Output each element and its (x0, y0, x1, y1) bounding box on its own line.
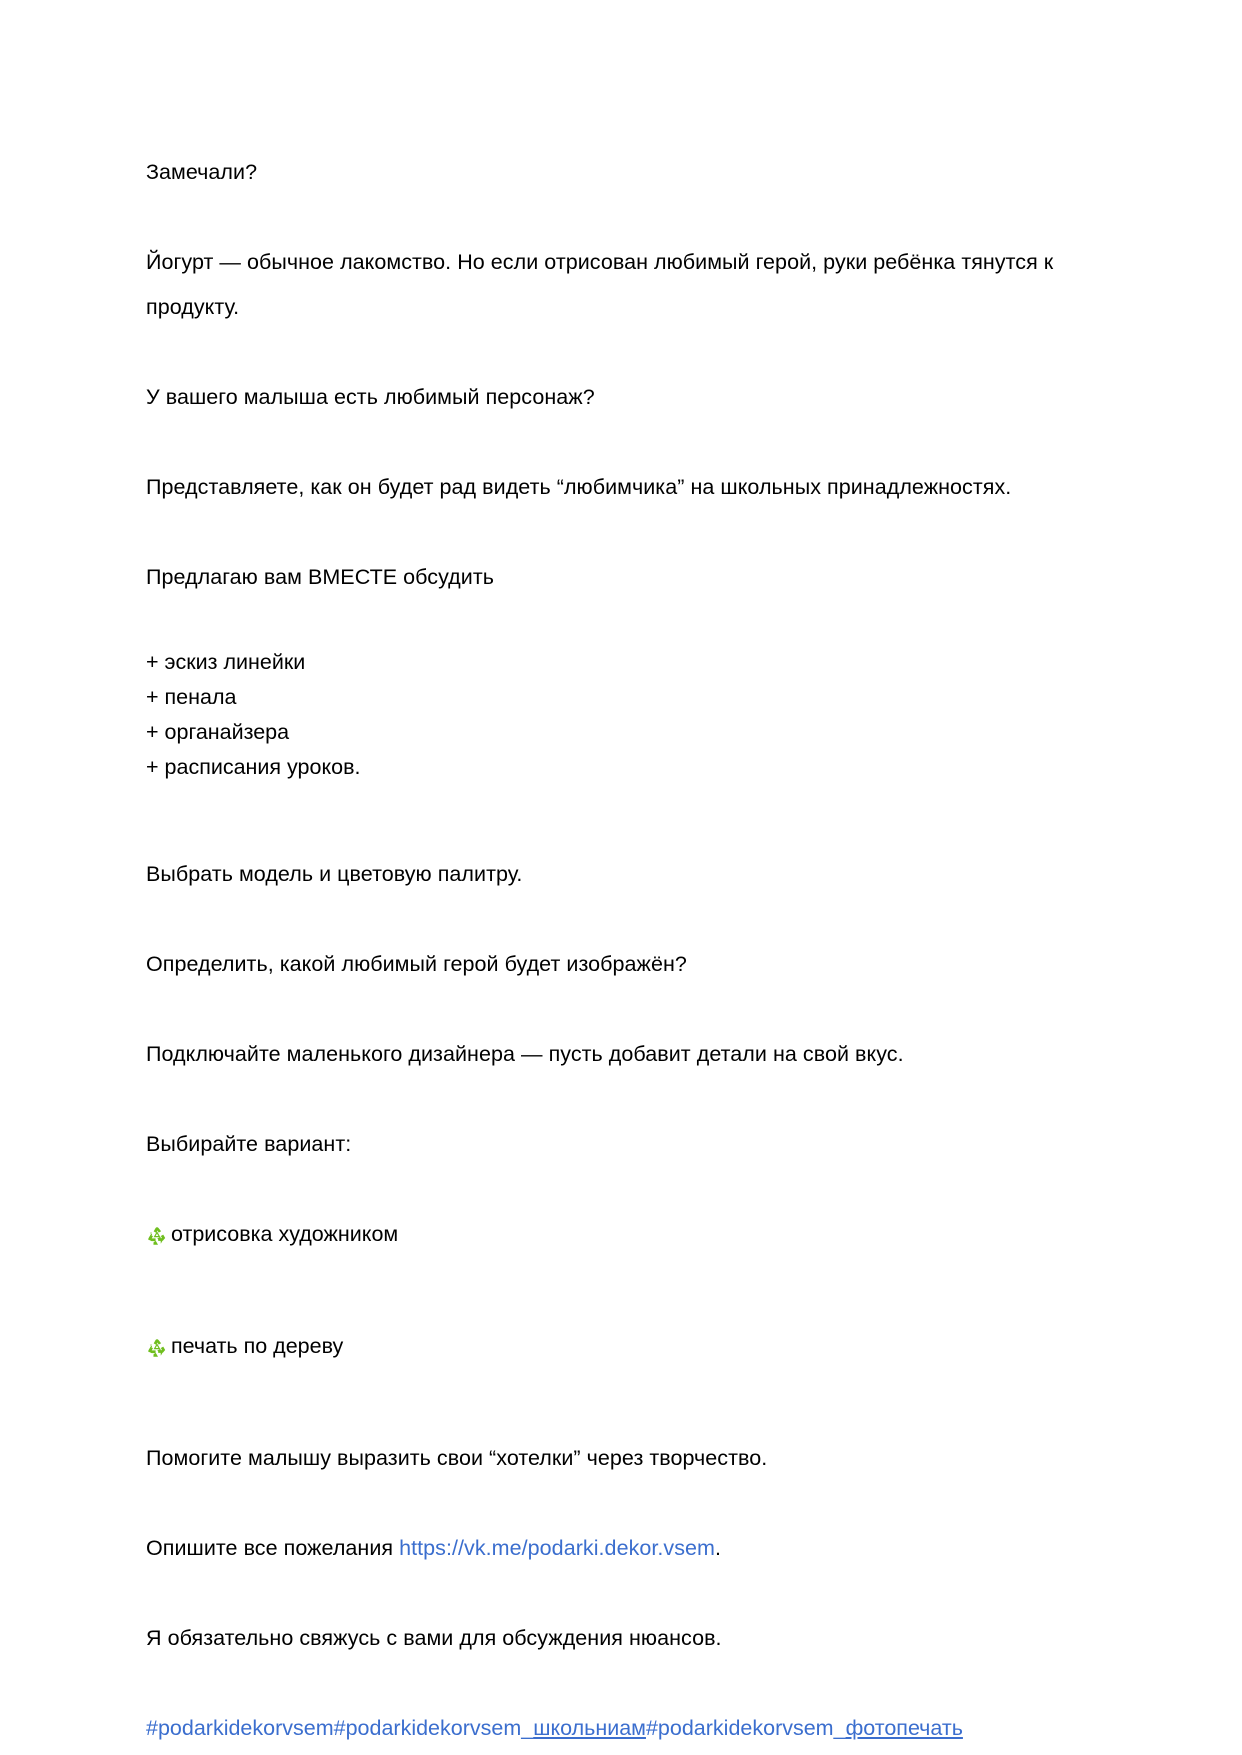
paragraph-spacer (146, 420, 1076, 465)
option-bullet-label: отрисовка художником (171, 1222, 399, 1246)
option-bullet-artist-drawing (146, 1212, 1076, 1257)
paragraph-spacer (146, 330, 1076, 375)
paragraph-spacer (146, 830, 1076, 852)
paragraph-yogurt: Йогурт — обычное лакомство. Но если отрисован любимый герой, руки ребёнка тянутся к продукту. (146, 250, 1054, 319)
hashtag-line (146, 1706, 1076, 1751)
paragraph-spacer (146, 1077, 1076, 1122)
hashtag-shkolniam-prefix[interactable]: #podarkidekorvsem_ (333, 1716, 534, 1740)
paragraph-spacer (146, 1167, 1076, 1212)
hashtag-fotopechat-prefix[interactable]: #podarkidekorvsem_ (645, 1716, 846, 1740)
hashtag-shkolniam[interactable]: школьниам (533, 1716, 646, 1740)
paragraph-spacer (146, 785, 1076, 830)
paragraph-favorite-character-question: У вашего малыша есть любимый персонаж? (146, 385, 595, 409)
paragraph-spacer (146, 1414, 1076, 1436)
recycle-icon (146, 1225, 168, 1247)
list-item: + органайзера (146, 720, 290, 744)
paragraph-describe-wishes (146, 1526, 1076, 1571)
list-item: + эскиз линейки (146, 650, 306, 674)
document-body (146, 150, 1076, 1751)
paragraph-spacer (146, 195, 1076, 240)
paragraph-define-hero: Определить, какой любимый герой будет изображён? (146, 952, 687, 976)
paragraph-spacer (146, 1302, 1076, 1324)
list-item: + расписания уроков. (146, 755, 361, 779)
vk-me-link[interactable]: https://vk.me/podarki.dekor.vsem (399, 1536, 715, 1560)
paragraph-spacer (146, 1257, 1076, 1302)
paragraph-spacer (146, 1661, 1076, 1706)
paragraph-spacer (146, 987, 1076, 1032)
paragraph-noticed: Замечали? (146, 160, 258, 184)
option-bullet-wood-printing (146, 1324, 1076, 1369)
paragraph-propose-discuss: Предлагаю вам ВМЕСТЕ обсудить (146, 565, 494, 589)
hashtag-podarkidekorvsem[interactable]: #podarkidekorvsem (146, 1716, 334, 1740)
paragraph-spacer (146, 510, 1076, 555)
paragraph-spacer (146, 1369, 1076, 1414)
paragraph-will-contact: Я обязательно свяжусь с вами для обсуждения нюансов. (146, 1626, 722, 1650)
list-item: + пенала (146, 685, 237, 709)
describe-wishes-suffix: . (715, 1536, 722, 1560)
paragraph-choose-model: Выбрать модель и цветовую палитру. (146, 862, 523, 886)
paragraph-spacer (146, 1571, 1076, 1616)
describe-wishes-prefix: Опишите все пожелания (146, 1536, 400, 1560)
paragraph-imagine: Представляете, как он будет рад видеть “любимчика” на школьных принадлежностях. (146, 475, 1012, 499)
option-bullet-label: печать по дереву (171, 1334, 344, 1358)
paragraph-spacer (146, 600, 1076, 645)
paragraph-spacer (146, 897, 1076, 942)
hashtag-fotopechat[interactable]: фотопечать (845, 1716, 963, 1740)
paragraph-spacer (146, 1481, 1076, 1526)
recycle-icon (146, 1337, 168, 1359)
paragraph-choose-option: Выбирайте вариант: (146, 1132, 352, 1156)
paragraph-help-express: Помогите малышу выразить свои “хотелки” через творчество. (146, 1446, 768, 1470)
paragraph-little-designer: Подключайте маленького дизайнера — пусть добавит детали на свой вкус. (146, 1042, 904, 1066)
